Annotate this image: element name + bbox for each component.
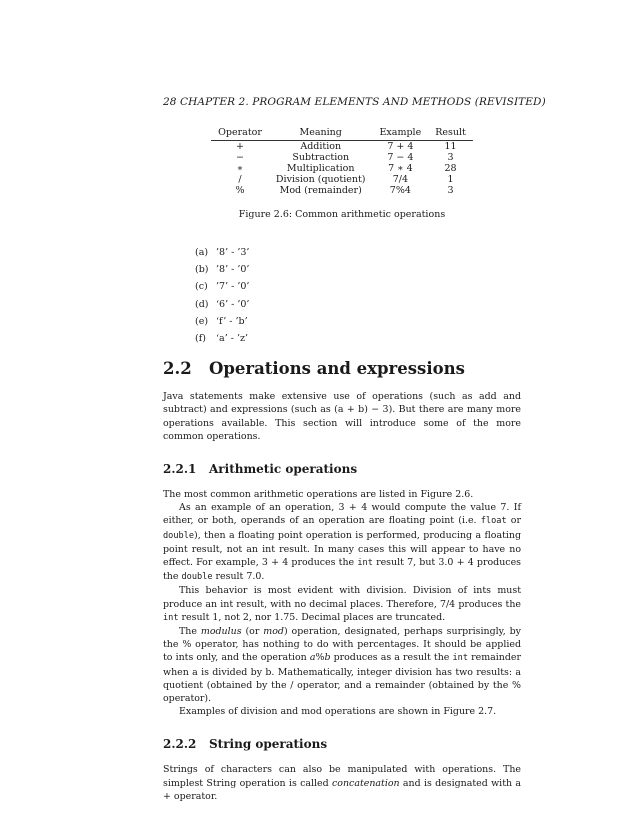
item-text: ‘f’ - ’b’ <box>216 315 248 327</box>
table-cell: − <box>236 152 245 163</box>
code-text: int <box>163 612 179 623</box>
table-cell: 7 ∗ 4 <box>388 163 413 174</box>
item-text: ‘a’ - ’z’ <box>216 332 249 344</box>
list-item <box>195 296 521 313</box>
table-row <box>211 163 473 174</box>
table-cell: 7%4 <box>389 185 411 196</box>
list-item <box>195 244 521 261</box>
table-cell: 3 <box>447 185 454 196</box>
subsection-number: 2.2.1 <box>163 461 197 476</box>
table-cell: 3 <box>447 152 454 163</box>
paragraph: The most common arithmetic operations are listed in Figure 2.6. <box>163 488 474 500</box>
list-item <box>195 278 521 295</box>
table-row <box>211 185 473 196</box>
item-label: (c) <box>195 281 208 293</box>
document-page <box>163 96 546 803</box>
table-cell: Division (quotient) <box>275 174 366 185</box>
paragraph: Strings of characters can also be manipulated with operations. The simplest String operation is called concatenation and is designated with a + operator. <box>163 764 521 802</box>
table-cell: 11 <box>444 141 457 152</box>
list-item <box>195 330 521 347</box>
item-label: (e) <box>195 315 209 327</box>
section-intro-paragraph: Java statements make extensive use of operations (such as add and subtract) and expressions (such as (a + b) − 3). But there are many more operations available. This section will introduce some of the more common operations. <box>163 391 521 442</box>
table-row <box>211 141 473 153</box>
subsection-heading-arithmetic <box>163 462 521 476</box>
table-cell: 7 + 4 <box>387 141 414 152</box>
code-text: int <box>357 557 373 568</box>
paragraph: Examples of division and mod operations are shown in Figure 2.7. <box>179 706 497 718</box>
table-cell: ∗ <box>236 163 244 174</box>
column-header: Operator <box>211 126 269 141</box>
table-header-row <box>211 126 473 141</box>
item-label: (b) <box>195 264 209 276</box>
table-cell: Addition <box>300 141 342 152</box>
table-cell: Mod (remainder) <box>279 185 362 196</box>
table-cell: + <box>236 141 245 152</box>
math-var: a <box>309 652 316 664</box>
math-var: b <box>324 652 331 664</box>
paragraph: As an example of an operation, 3 + 4 would compute the value 7. If either, or both, operands of an operation are floating point (i.e. float or double), then a floating point operation is performed, producing a floating point result, not an int result. In many cases this will appear to have no effect. For example, 3 + 4 produces the int result 7, but 3.0 + 4 produces the double result 7.0. <box>163 502 522 583</box>
code-text: double <box>163 530 195 541</box>
code-text: float <box>480 516 507 527</box>
emphasis-text: concatenation <box>331 777 400 789</box>
code-text: double <box>181 572 213 583</box>
item-text: ‘6’ - ’0’ <box>216 298 250 310</box>
item-label: (a) <box>195 247 209 258</box>
emphasis-text: mod <box>263 625 284 637</box>
item-text: ’8’ - ’3’ <box>216 247 250 258</box>
column-header: Example <box>373 126 429 141</box>
paragraph: The modulus (or mod) operation, designated, perhaps surprisingly, by the % operator, has nothing to do with percentages. It should be applied to ints only, and the operation a%b produces as a result the int remainder when a is divided by b. Mathematically, integer division has two results: a quotient (obtained by the / operator, and a remainder (obtained by the % operator). <box>163 625 522 704</box>
table-cell: Multiplication <box>286 163 355 174</box>
table-cell: Subtraction <box>292 152 350 163</box>
table-cell: 1 <box>447 174 454 185</box>
section-heading <box>163 359 521 378</box>
item-text: ’8’ - ’0’ <box>216 264 250 276</box>
code-text: int <box>452 653 469 664</box>
subsection-title: String operations <box>209 737 328 752</box>
table-cell: 7 − 4 <box>387 152 414 163</box>
subsection-heading-string <box>163 737 521 751</box>
list-item <box>195 261 521 278</box>
table-cell: 7/4 <box>392 174 408 185</box>
item-text: ’7’ - ’0’ <box>216 281 250 293</box>
subsection-title: Arithmetic operations <box>209 461 358 476</box>
table-cell: 28 <box>444 163 457 174</box>
arithmetic-operations-table <box>211 126 473 196</box>
subsection-number: 2.2.2 <box>163 737 197 752</box>
exercise-list <box>195 244 521 347</box>
running-header: 28 CHAPTER 2. PROGRAM ELEMENTS AND METHODS (REVISITED) <box>163 96 546 108</box>
table-row <box>211 174 473 185</box>
emphasis-text: modulus <box>200 625 242 637</box>
table-cell: % <box>235 185 245 196</box>
item-label: (d) <box>195 298 209 310</box>
table-cell: / <box>238 174 242 185</box>
item-label: (f) <box>195 332 206 344</box>
table-row <box>211 152 473 163</box>
list-item <box>195 313 521 330</box>
section-number: 2.2 <box>163 359 192 379</box>
column-header: Meaning <box>269 126 373 141</box>
figure-caption: Figure 2.6: Common arithmetic operations <box>238 209 446 220</box>
paragraph: This behavior is most evident with division. Division of ints must produce an int result, with no decimal places. Therefore, 7/4 produces the int result 1, not 2, nor 1.75. Decimal places are truncated. <box>163 585 521 623</box>
section-title: Operations and expressions <box>209 359 465 379</box>
column-header: Result <box>428 126 473 141</box>
